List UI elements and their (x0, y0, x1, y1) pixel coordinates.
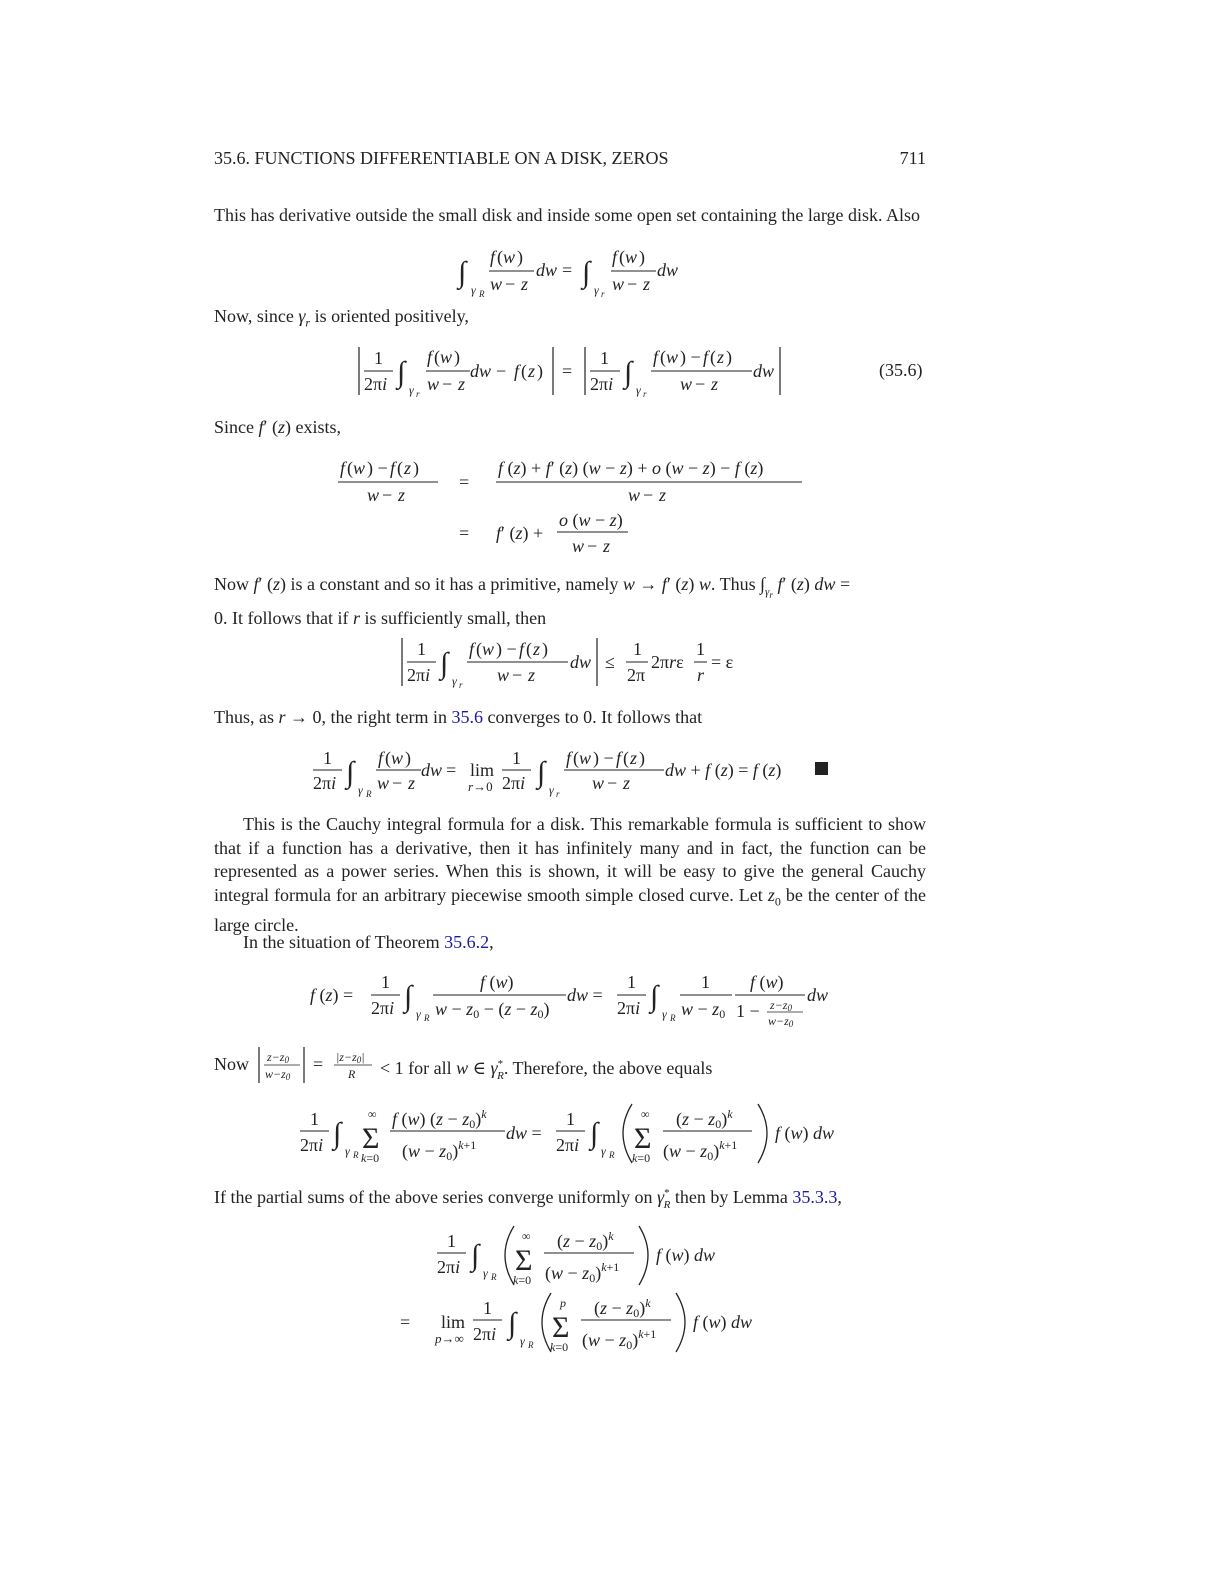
svg-text:z: z (603, 536, 611, 556)
svg-text:∫: ∫ (458, 256, 467, 289)
svg-text:|z−z0|: |z−z0| (336, 1050, 365, 1065)
svg-text:z: z (458, 374, 466, 394)
svg-text:z−z0: z−z0 (267, 1050, 289, 1065)
svg-text:2πi: 2πi (364, 374, 388, 394)
svg-text:f: f (490, 247, 496, 267)
svg-text:r: r (416, 389, 420, 399)
svg-text:−: − (627, 274, 638, 294)
svg-text:∫: ∫ (537, 756, 546, 789)
svg-text:∫: ∫ (508, 1307, 517, 1340)
svg-text:=: = (562, 260, 573, 280)
svg-text:f: f (612, 247, 618, 267)
paragraph-5: Thus, as r → 0, the right term in 35.6 converges to 0. It follows that (214, 707, 703, 727)
svg-text:w: w (666, 347, 679, 367)
svg-text:γ: γ (520, 1334, 525, 1348)
svg-text:1 −: 1 − (736, 1001, 760, 1021)
svg-text:w−z0: w−z0 (768, 1014, 794, 1029)
svg-text:1: 1 (417, 639, 426, 659)
svg-text:1: 1 (512, 748, 521, 768)
svg-text:(: ( (434, 347, 440, 367)
svg-text:2πi: 2πi (590, 374, 614, 394)
svg-text:1: 1 (483, 1298, 492, 1318)
svg-text:(z − z0)k: $(z - z0)^k$ (594, 1296, 651, 1320)
svg-text:f: f (514, 361, 520, 381)
svg-text:(: ( (476, 639, 482, 659)
svg-text:dw: dw (657, 260, 679, 280)
svg-text:f: f (653, 347, 659, 367)
svg-text:γ: γ (409, 383, 414, 397)
svg-text:w: w (612, 274, 625, 294)
svg-text:γ: γ (662, 1007, 667, 1021)
svg-text:2πi: 2πi (502, 773, 526, 793)
svg-text:(z − z0)k: $(z - z0)^k$ (676, 1107, 733, 1131)
svg-text:2πi: 2πi (300, 1135, 324, 1155)
svg-text:−: − (587, 536, 598, 556)
svg-text:1: 1 (310, 1109, 319, 1129)
svg-text:f: f (340, 458, 346, 478)
svg-text:r→0: r→0 (468, 779, 493, 794)
svg-text:z: z (717, 347, 725, 367)
svg-text:p→∞: p→∞ (435, 1331, 464, 1346)
svg-text:=: = (313, 1054, 324, 1074)
svg-text:f (w) dw: f (w) dw (656, 1245, 716, 1265)
equation-series-setup (310, 972, 828, 1029)
svg-text:w − z0: w − z0 (681, 999, 726, 1021)
svg-text:R: R (479, 289, 485, 299)
svg-text:Σ: Σ (362, 1122, 380, 1155)
svg-text:Σ: Σ (634, 1122, 652, 1155)
svg-text:γ: γ (636, 383, 641, 397)
svg-text:f (z) =: f (z) = (310, 985, 354, 1005)
svg-text:w: w (497, 665, 510, 685)
inline-ratio (259, 1047, 372, 1083)
svg-text:r: r (601, 289, 605, 299)
svg-text:Σ: Σ (552, 1311, 570, 1344)
svg-text:f: f (390, 458, 396, 478)
svg-text:R: R (491, 1272, 497, 1282)
equation-difference-quotient (338, 458, 802, 556)
svg-text:γ: γ (471, 283, 476, 297)
svg-text:−: − (512, 665, 523, 685)
svg-text:lim: lim (441, 1312, 466, 1332)
svg-text:w: w (680, 374, 693, 394)
equation-1 (456, 247, 678, 299)
svg-text:1: 1 (323, 748, 332, 768)
svg-text:−: − (496, 361, 507, 381)
svg-text:lim: lim (470, 760, 495, 780)
svg-text:) −: ) − (593, 748, 614, 768)
svg-text:∫: ∫ (471, 1239, 480, 1272)
svg-text:∞: ∞ (522, 1229, 531, 1243)
svg-text:w: w (353, 458, 366, 478)
svg-text:2πi: 2πi (313, 773, 337, 793)
svg-text:dw: dw (536, 260, 558, 280)
svg-text:f (z) + f′ (z) (w − z) + o (w: f (z) + f′ (z) (w − z) + o (w − z) − f (z) (498, 458, 764, 478)
svg-text:∫: ∫ (624, 356, 633, 389)
svg-text:): ) (405, 748, 411, 768)
svg-text:2πi: 2πi (437, 1257, 461, 1277)
svg-text:z: z (404, 458, 412, 478)
equation-estimate (402, 638, 734, 690)
svg-text:f: f (703, 347, 709, 367)
svg-text:(: ( (497, 247, 503, 267)
svg-text:∫: ∫ (397, 356, 406, 389)
svg-text:dw: dw (421, 760, 443, 780)
svg-text:z−z0: z−z0 (770, 998, 792, 1013)
svg-text:w: w (628, 485, 641, 505)
svg-text:): ) (413, 458, 419, 478)
svg-text:w: w (440, 347, 453, 367)
svg-text:): ) (454, 347, 460, 367)
svg-text:=: = (400, 1312, 411, 1332)
svg-text:1: 1 (381, 972, 390, 992)
svg-text:(w − z0)k+1: $(w - z0)^{k+1}$ (582, 1327, 657, 1352)
svg-text:) −: ) − (496, 639, 517, 659)
svg-text:) −: ) − (680, 347, 701, 367)
paragraph-8: Now (214, 1054, 249, 1074)
svg-text:w: w (503, 247, 516, 267)
svg-text:): ) (542, 639, 548, 659)
paragraph-1: This has derivative outside the small disk and inside some open set containing the large disk. Also (214, 205, 921, 225)
svg-text:z: z (643, 274, 651, 294)
svg-text:f (w) dw: f (w) dw (693, 1312, 753, 1332)
svg-text:= ε: = ε (711, 652, 734, 672)
svg-text:(: ( (347, 458, 353, 478)
svg-text:w: w (572, 536, 585, 556)
svg-text:1: 1 (701, 972, 710, 992)
paragraph-3: Since f′ (z) exists, (214, 417, 341, 437)
svg-text:f′ (z) +: f′ (z) + (496, 523, 544, 543)
svg-text:∫: ∫ (650, 980, 659, 1013)
svg-text:w: w (579, 748, 592, 768)
svg-text:w − z0 − (z − z0): w − z0 − (z − z0) (435, 999, 550, 1021)
svg-text:2πi: 2πi (556, 1135, 580, 1155)
svg-text:2π: 2π (627, 665, 646, 685)
svg-text:(w − z0)k+1: $(w - z0)^{k+1}$ (402, 1138, 477, 1163)
svg-text:R: R (366, 789, 372, 799)
paragraph-7: In the situation of Theorem 35.6.2, (243, 932, 494, 952)
svg-text:f: f (519, 639, 525, 659)
svg-text:2πi: 2πi (371, 998, 395, 1018)
equation-cauchy-disk (313, 748, 828, 799)
svg-text:k=0: k=0 (550, 1340, 569, 1354)
svg-text:R: R (353, 1150, 359, 1160)
svg-text:w: w (391, 748, 404, 768)
svg-text:1: 1 (374, 348, 383, 368)
svg-text:z: z (398, 485, 406, 505)
svg-text:(: ( (710, 347, 716, 367)
paragraph-8-tail: < 1 for all w ∈ $\gamma^*_R$. Therefore, the above equals (380, 1058, 713, 1082)
svg-text:f (w) (z − z0)k: f (w) $(z - z0)^k$ (392, 1107, 487, 1131)
svg-text:r: r (697, 665, 705, 685)
svg-text:γ: γ (358, 783, 363, 797)
svg-text:f (w) dw: f (w) dw (775, 1123, 835, 1143)
svg-text:∞: ∞ (368, 1107, 377, 1121)
svg-text:R: R (609, 1150, 615, 1160)
svg-text:r: r (459, 680, 463, 690)
svg-text:γ: γ (483, 1266, 488, 1280)
svg-text:dw + f (z) = f (z): dw + f (z) = f (z) (665, 760, 782, 780)
section-title: 35.6. FUNCTIONS DIFFERENTIABLE ON A DISK, ZEROS (214, 148, 669, 168)
equation-number: (35.6) (879, 360, 923, 380)
equation-series-sum (300, 1104, 834, 1165)
svg-text:−: − (505, 274, 516, 294)
svg-text:∫: ∫ (440, 647, 449, 680)
equation-link[interactable]: 35.6 (451, 707, 483, 727)
svg-text:=: = (459, 472, 470, 492)
svg-text:): ) (517, 247, 523, 267)
svg-text:−: − (392, 773, 403, 793)
svg-text:): ) (639, 247, 645, 267)
svg-text:f: f (616, 748, 622, 768)
theorem-link[interactable]: 35.6.2 (444, 932, 490, 952)
svg-text:(z − z0)k: $(z - z0)^k$ (557, 1229, 614, 1253)
svg-text:dw: dw (807, 985, 829, 1005)
svg-text:(: ( (573, 748, 579, 768)
svg-text:dw: dw (753, 361, 775, 381)
svg-text:z: z (533, 639, 541, 659)
svg-text:w: w (592, 773, 605, 793)
svg-text:(: ( (526, 639, 532, 659)
svg-text:w: w (482, 639, 495, 659)
page-number: 711 (899, 148, 926, 168)
svg-text:1: 1 (600, 348, 609, 368)
svg-text:(w − z0)k+1: $(w - z0)^{k+1}$ (663, 1138, 738, 1163)
lemma-link[interactable]: 35.3.3 (792, 1187, 838, 1207)
svg-text:(: ( (660, 347, 666, 367)
svg-text:z: z (659, 485, 667, 505)
svg-text:w: w (367, 485, 380, 505)
svg-text:=: = (446, 760, 457, 780)
svg-text:o (w − z): o (w − z) (559, 510, 623, 530)
svg-text:dw =: dw = (506, 1123, 542, 1143)
svg-text:γ: γ (416, 1007, 421, 1021)
svg-text:−: − (382, 485, 393, 505)
svg-text:p: p (560, 1296, 566, 1310)
paragraph-2: Now, since $\gamma_r$ is oriented positively, (214, 306, 469, 330)
paragraph-4: Now f′ (z) is a constant and so it has a primitive, namely w → f′ (z) w. Thus $\int_{\gamma_r}$ f′ (z) dw = 0. It follows that if r is sufficiently small, then (214, 574, 851, 629)
svg-text:(w − z0)k+1: $(w - z0)^{k+1}$ (545, 1260, 620, 1285)
svg-text:(: ( (521, 361, 527, 381)
svg-text:dw: dw (570, 652, 592, 672)
svg-text:): ) (537, 361, 543, 381)
svg-text:γ: γ (549, 783, 554, 797)
svg-text:) −: ) − (367, 458, 388, 478)
svg-text:k=0: k=0 (361, 1151, 380, 1165)
equation-partial-sums (400, 1226, 752, 1354)
svg-text:2πrε: 2πrε (651, 652, 684, 672)
svg-text:z: z (408, 773, 416, 793)
svg-text:γ: γ (345, 1144, 350, 1158)
svg-text:r: r (556, 789, 560, 799)
svg-text:z: z (528, 361, 536, 381)
equation-35-6 (359, 347, 780, 399)
svg-text:γ: γ (601, 1144, 606, 1158)
svg-text:w: w (377, 773, 390, 793)
svg-text:(: ( (385, 748, 391, 768)
svg-text:z: z (630, 748, 638, 768)
svg-text:1: 1 (627, 972, 636, 992)
svg-text:r: r (643, 389, 647, 399)
svg-text:−: − (607, 773, 618, 793)
svg-text:2πi: 2πi (617, 998, 641, 1018)
svg-text:1: 1 (633, 639, 642, 659)
svg-text:∫: ∫ (404, 980, 413, 1013)
svg-text:γ: γ (452, 674, 457, 688)
svg-text:f (w): f (w) (750, 972, 784, 992)
svg-text:): ) (639, 748, 645, 768)
svg-text:−: − (442, 374, 453, 394)
svg-text:R: R (424, 1013, 430, 1023)
svg-text:z: z (623, 773, 631, 793)
svg-text:γ: γ (594, 283, 599, 297)
svg-text:f: f (566, 748, 572, 768)
svg-text:(: ( (623, 748, 629, 768)
svg-text:∫: ∫ (590, 1117, 599, 1150)
svg-text:R: R (528, 1340, 534, 1350)
svg-text:f: f (469, 639, 475, 659)
svg-text:∫: ∫ (346, 756, 355, 789)
svg-text:w: w (427, 374, 440, 394)
svg-text:f: f (378, 748, 384, 768)
svg-text:1: 1 (566, 1109, 575, 1129)
svg-text:dw: dw (470, 361, 492, 381)
svg-text:w: w (625, 247, 638, 267)
svg-text:R: R (670, 1013, 676, 1023)
svg-text:1: 1 (447, 1231, 456, 1251)
svg-text:−: − (695, 374, 706, 394)
svg-text:∞: ∞ (641, 1107, 650, 1121)
svg-text:f (w): f (w) (480, 972, 514, 992)
svg-text:): ) (726, 347, 732, 367)
svg-text:w: w (490, 274, 503, 294)
svg-text:=: = (459, 523, 470, 543)
paragraph-9: If the partial sums of the above series converge uniformly on $\gamma^*_R$ then by Lemma 35.3.3, (214, 1187, 842, 1211)
svg-text:=: = (562, 361, 573, 381)
svg-text:z: z (521, 274, 529, 294)
svg-text:(: ( (619, 247, 625, 267)
svg-text:dw =: dw = (567, 985, 603, 1005)
svg-text:≤: ≤ (605, 652, 615, 672)
svg-text:∫: ∫ (582, 256, 591, 289)
svg-text:k=0: k=0 (513, 1273, 532, 1287)
svg-text:k=0: k=0 (632, 1151, 651, 1165)
svg-text:w−z0: w−z0 (265, 1067, 291, 1082)
svg-text:R: R (348, 1067, 356, 1081)
svg-text:1: 1 (696, 639, 705, 659)
svg-text:2πi: 2πi (407, 665, 431, 685)
svg-text:z: z (528, 665, 536, 685)
svg-text:f: f (427, 347, 433, 367)
svg-text:Σ: Σ (515, 1244, 533, 1277)
svg-text:∫: ∫ (333, 1117, 342, 1150)
paragraph-6: This is the Cauchy integral formula for a disk. This remarkable formula is sufficient to show that if a function has a derivative, then it has infinitely many and in fact, the function can be represented as a power series. When this is shown, it will be easy to give the general Cauchy integral formula for an arbitrary piecewise smooth simple closed curve. Let $z_0$ be the center of the large circle. (214, 814, 926, 935)
svg-text:2πi: 2πi (473, 1324, 497, 1344)
svg-text:z: z (711, 374, 719, 394)
svg-text:(: ( (397, 458, 403, 478)
svg-text:−: − (643, 485, 654, 505)
